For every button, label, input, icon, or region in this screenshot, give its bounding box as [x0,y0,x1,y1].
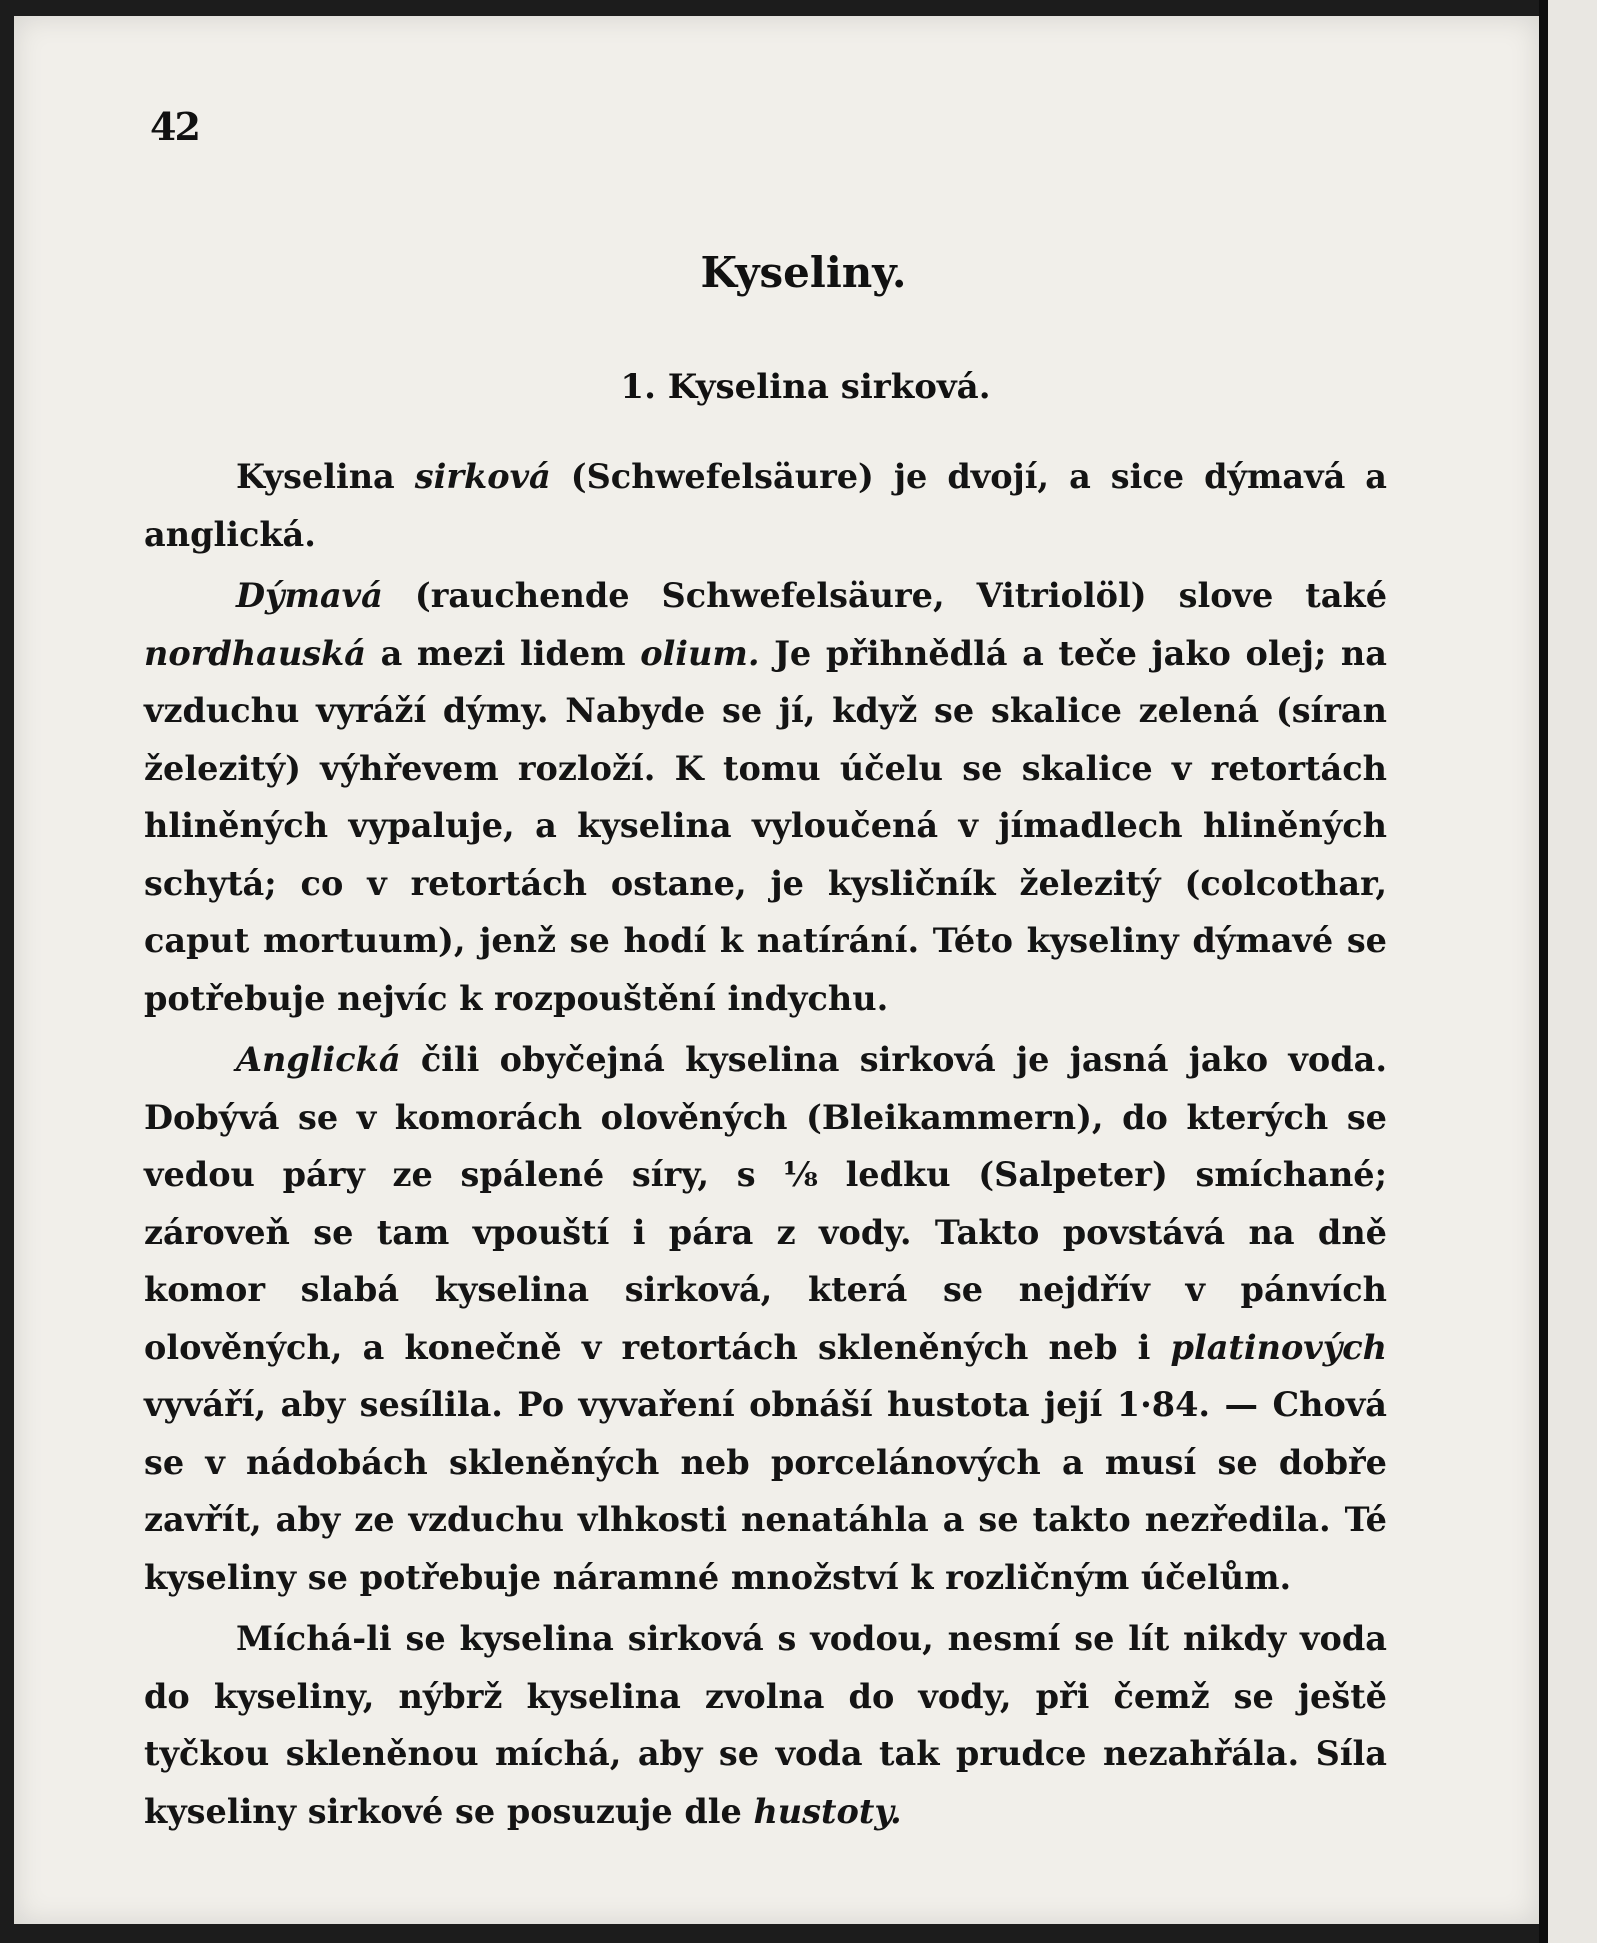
german-gloss: Bleikammern [821,1097,1077,1137]
german-gloss: Schwefelsäure [586,457,859,496]
italic-term: Anglická [236,1040,401,1079]
text-run: ) smíchané; zároveň se tam vpouští i pára z vody. Takto povstává na dně komor slabá kyselina sirková, která se nejdřív v pánvích olověných, a konečně v retortách skleněných neb i [144,1155,1387,1367]
italic-term: Dýmavá [236,576,383,615]
italic-term: sirková [414,457,551,496]
paragraph [144,1610,1387,1840]
body-text [144,448,1387,1840]
german-gloss: rauchende Schwefelsäure, Vitriolöl [430,576,1131,615]
section-title: Kyseliny. [700,248,907,297]
german-gloss: Salpeter [994,1155,1152,1194]
paragraph [144,448,1387,563]
page-gutter [1539,0,1548,1943]
text-run: čili obyčejná kyselina sirková je jasná jako voda. Dobývá se v komorách olověných ( [144,1040,1387,1137]
paragraph [144,567,1387,1027]
italic-term: nordhauská [144,633,366,673]
text-run: ( [382,576,431,615]
paragraph [144,1031,1387,1606]
text-run: vyváří, aby sesílila. Po vyvaření obnáší hustota její 1·84. — Chová se v nádobách skleněných neb porcelánových a musí se dobře zavřít, aby ze vzduchu vlhkosti nenatáhla a se takto nezředila. Té kyseliny se potřebuje náramné množství k rozličným účelům. [144,1385,1387,1597]
italic-term: olium. [640,633,760,673]
text-run: ) slove také [1130,576,1388,615]
subsection-title: 1. Kyselina sirková. [620,367,991,407]
text-run: ) je dvojí, a sice dýmavá a anglická. [144,457,1388,554]
next-page-edge [1548,0,1597,1943]
book-page [14,16,1539,1924]
page-number: 42 [150,104,199,149]
italic-term: platinových [1170,1327,1387,1367]
italic-term: hustoty. [753,1791,902,1831]
text-run: ), do kterých se vedou páry ze spálené síry, s ⅛ ledku ( [144,1097,1387,1194]
text-run: ( [550,457,587,496]
text-run: a mezi lidem [365,633,641,673]
text-run: Kyselina [236,457,415,496]
text-run: Je přihnědlá a teče jako olej; na vzduchu vyráží dýmy. Nabyde se jí, když se skalice zelená (síran železitý) výhřevem rozloží. K tomu účelu se skalice v retortách hliněných vypaluje, a kyselina vyloučená v jímadlech hliněných schytá; co v retortách ostane, je kysličník železitý (colcothar, caput mortuum), jenž se hodí k natírání. Této kyseliny dýmavé se potřebuje nejvíc k rozpouštění indychu. [144,633,1387,1018]
text-run: Míchá-li se kyselina sirková s vodou, nesmí se lít nikdy voda do kyseliny, nýbrž kyselina zvolna do vody, při čemž se ještě tyčkou skleněnou míchá, aby se voda tak prudce nezahřála. Síla kyseliny sirkové se posuzuje dle [144,1619,1387,1831]
